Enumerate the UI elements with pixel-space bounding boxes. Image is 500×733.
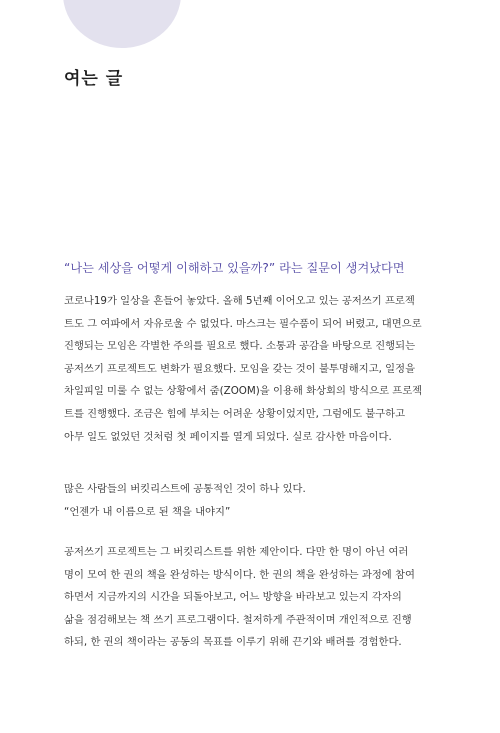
paragraph-line: 명이 모여 한 권의 책을 완성하는 방식이다. 한 권의 책을 완성하는 과정에 참여 bbox=[64, 568, 415, 581]
paragraph-line: 차일피일 미룰 수 없는 상황에서 줌(ZOOM)을 이용해 화상회의 방식으로 프로젝 bbox=[64, 385, 423, 398]
paragraph-line: 아무 일도 없었던 것처럼 첫 페이지를 열게 되었다. 실로 감사한 마음이다. bbox=[64, 430, 392, 443]
paragraph-line: 트를 진행했다. 조금은 힘에 부치는 어려운 상황이었지만, 그럼에도 불구하고 bbox=[64, 407, 406, 420]
body-paragraph-3 bbox=[64, 541, 436, 654]
paragraph-line: 코로나19가 일상을 흔들어 놓았다. 올해 5년째 이어오고 있는 공저쓰기 프로젝 bbox=[64, 295, 415, 307]
paragraph-line: 진행되는 모임은 각별한 주의를 필요로 했다. 소통과 공감을 바탕으로 진행되는 bbox=[64, 340, 416, 353]
paragraph-line: 삶을 점검해보는 책 쓰기 프로그램이다. 철저하게 주관적이며 개인적으로 진행 bbox=[64, 613, 412, 626]
body-paragraph-1 bbox=[64, 290, 436, 448]
chapter-subtitle: “나는 세상을 어떻게 이해하고 있을까?” 라는 질문이 생겨났다면 bbox=[64, 261, 405, 275]
decorative-circle bbox=[63, 0, 181, 48]
body-paragraph-2 bbox=[64, 478, 436, 523]
paragraph-line: 트도 그 여파에서 자유로울 수 없었다. 마스크는 필수품이 되어 버렸고, 대면으로 bbox=[64, 317, 422, 330]
quote-line: “언젠가 내 이름으로 된 책을 내야지” bbox=[64, 505, 231, 518]
paragraph-line: 하되, 한 권의 책이라는 공동의 목표를 이루기 위해 끈기와 배려를 경험한다. bbox=[64, 636, 402, 649]
paragraph-line: 공저쓰기 프로젝트도 변화가 필요했다. 모임을 갖는 것이 불투명해지고, 일정을 bbox=[64, 362, 416, 375]
chapter-title: 여는 글 bbox=[64, 69, 124, 89]
paragraph-line: 공저쓰기 프로젝트는 그 버킷리스트를 위한 제안이다. 다만 한 명이 아닌 여러 bbox=[64, 546, 409, 558]
paragraph-line: 많은 사람들의 버킷리스트에 공통적인 것이 하나 있다. bbox=[64, 483, 306, 495]
paragraph-line: 하면서 지금까지의 시간을 되돌아보고, 어느 방향을 바라보고 있는지 각자의 bbox=[64, 591, 402, 604]
